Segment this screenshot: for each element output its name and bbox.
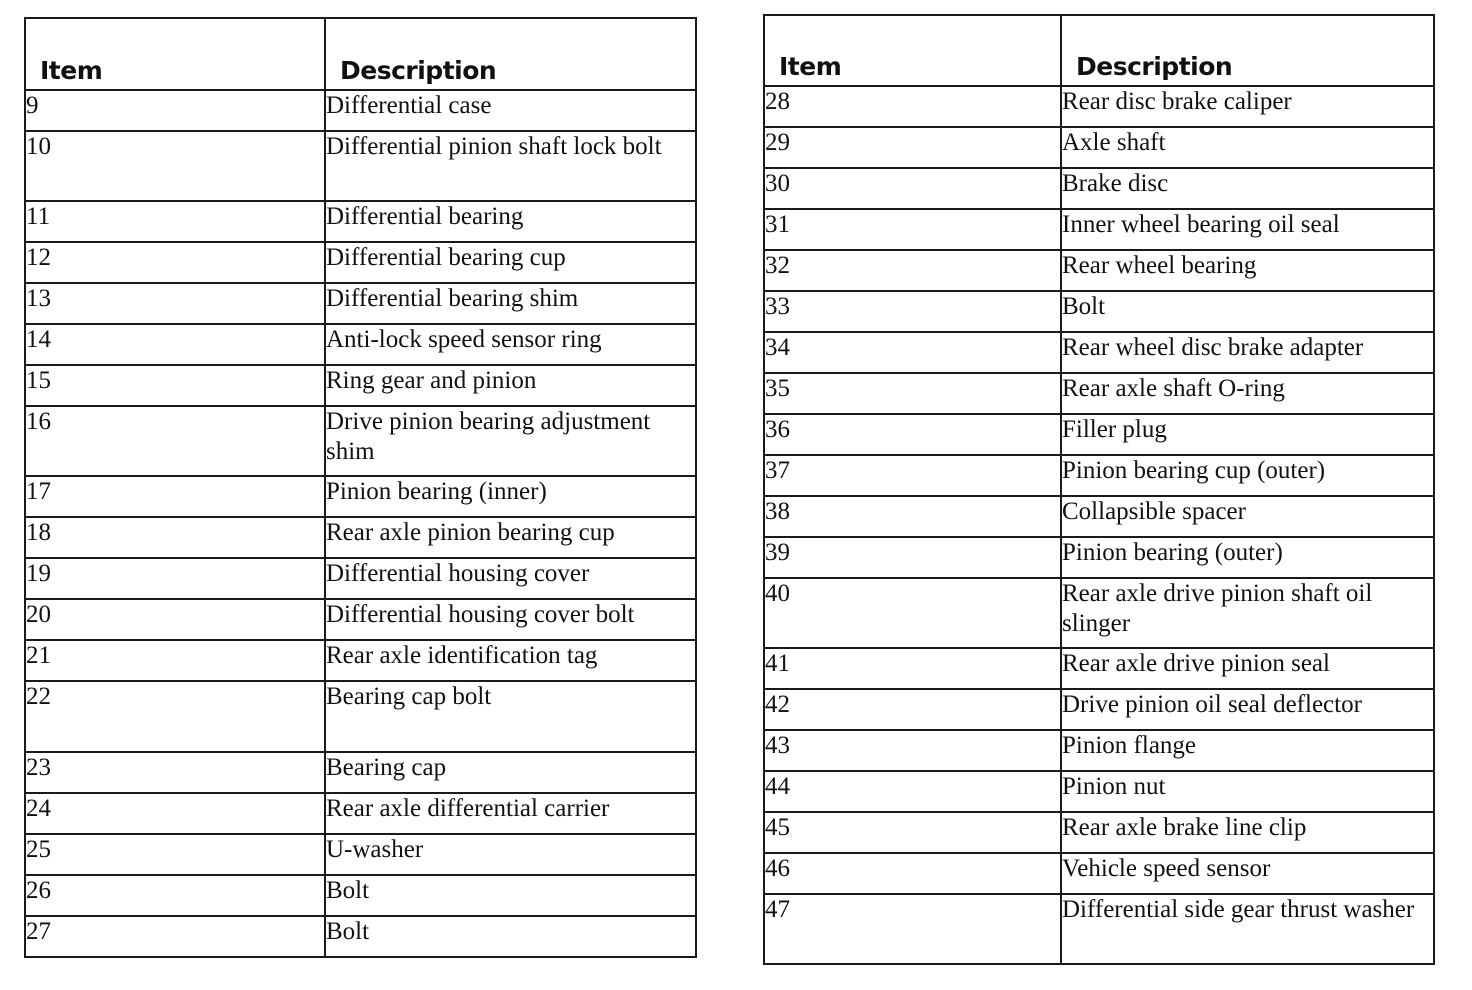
item-number-cell: 24 — [25, 793, 325, 834]
item-number-cell: 31 — [764, 209, 1061, 250]
item-number-cell: 33 — [764, 291, 1061, 332]
table-row — [764, 86, 1434, 127]
item-number-cell: 11 — [25, 201, 325, 242]
table-row — [764, 455, 1434, 496]
description-cell: Pinion bearing (inner) — [325, 476, 696, 517]
table-row — [25, 242, 696, 283]
table-row — [764, 332, 1434, 373]
item-number-cell: 18 — [25, 517, 325, 558]
item-number-cell: 25 — [25, 834, 325, 875]
description-cell: Differential case — [325, 90, 696, 131]
item-number-cell: 19 — [25, 558, 325, 599]
description-cell: Pinion bearing cup (outer) — [1061, 455, 1434, 496]
description-cell: Rear disc brake caliper — [1061, 86, 1434, 127]
description-cell: Rear axle pinion bearing cup — [325, 517, 696, 558]
table-row — [25, 834, 696, 875]
table-row — [764, 496, 1434, 537]
item-number-cell: 16 — [25, 406, 325, 476]
table-header-row — [25, 18, 696, 90]
table-row — [764, 537, 1434, 578]
description-cell: Bolt — [325, 875, 696, 916]
description-cell: Differential side gear thrust washer — [1061, 894, 1434, 964]
table-row — [25, 875, 696, 916]
table-row — [25, 406, 696, 476]
item-number-cell: 13 — [25, 283, 325, 324]
item-number-cell: 15 — [25, 365, 325, 406]
description-cell: Pinion bearing (outer) — [1061, 537, 1434, 578]
table-row — [25, 916, 696, 957]
parts-table-left — [24, 17, 697, 958]
item-number-cell: 27 — [25, 916, 325, 957]
description-cell: Differential bearing shim — [325, 283, 696, 324]
table-row — [25, 599, 696, 640]
item-number-cell: 43 — [764, 730, 1061, 771]
description-cell: Filler plug — [1061, 414, 1434, 455]
description-cell: Rear wheel bearing — [1061, 250, 1434, 291]
table-row — [25, 131, 696, 201]
description-cell: Pinion nut — [1061, 771, 1434, 812]
description-cell: Collapsible spacer — [1061, 496, 1434, 537]
description-cell: Bolt — [325, 916, 696, 957]
description-cell: Anti-lock speed sensor ring — [325, 324, 696, 365]
parts-table-right-body — [764, 86, 1434, 964]
description-cell: Inner wheel bearing oil seal — [1061, 209, 1434, 250]
table-row — [25, 517, 696, 558]
item-number-cell: 30 — [764, 168, 1061, 209]
table-row — [25, 752, 696, 793]
description-cell: Bolt — [1061, 291, 1434, 332]
description-cell: Differential bearing cup — [325, 242, 696, 283]
description-cell: Rear axle drive pinion seal — [1061, 648, 1434, 689]
table-row — [764, 578, 1434, 648]
table-row — [25, 365, 696, 406]
table-row — [25, 558, 696, 599]
table-row — [764, 250, 1434, 291]
table-row — [764, 648, 1434, 689]
item-number-cell: 23 — [25, 752, 325, 793]
table-row — [764, 894, 1434, 964]
parts-table-right — [763, 14, 1435, 965]
description-column-header: Description — [1061, 15, 1434, 86]
item-column-header: Item — [764, 15, 1061, 86]
description-cell: Drive pinion oil seal deflector — [1061, 689, 1434, 730]
item-number-cell: 36 — [764, 414, 1061, 455]
item-number-cell: 42 — [764, 689, 1061, 730]
description-cell: Rear axle drive pinion shaft oil slinger — [1061, 578, 1434, 648]
item-number-cell: 9 — [25, 90, 325, 131]
table-row — [764, 414, 1434, 455]
table-row — [25, 324, 696, 365]
item-number-cell: 40 — [764, 578, 1061, 648]
description-cell: Bearing cap bolt — [325, 681, 696, 752]
table-row — [25, 640, 696, 681]
description-cell: Rear axle differential carrier — [325, 793, 696, 834]
table-row — [764, 291, 1434, 332]
item-number-cell: 34 — [764, 332, 1061, 373]
item-number-cell: 12 — [25, 242, 325, 283]
description-cell: Pinion flange — [1061, 730, 1434, 771]
description-cell: Differential housing cover bolt — [325, 599, 696, 640]
table-row — [764, 689, 1434, 730]
item-number-cell: 20 — [25, 599, 325, 640]
table-row — [25, 681, 696, 752]
description-cell: Differential bearing — [325, 201, 696, 242]
table-header-row — [764, 15, 1434, 86]
item-number-cell: 26 — [25, 875, 325, 916]
item-column-header: Item — [25, 18, 325, 90]
table-row — [764, 209, 1434, 250]
table-row — [764, 127, 1434, 168]
table-row — [25, 476, 696, 517]
table-row — [25, 90, 696, 131]
description-cell: Brake disc — [1061, 168, 1434, 209]
description-cell: Bearing cap — [325, 752, 696, 793]
item-number-cell: 45 — [764, 812, 1061, 853]
table-row — [25, 201, 696, 242]
table-row — [25, 793, 696, 834]
item-number-cell: 32 — [764, 250, 1061, 291]
item-number-cell: 44 — [764, 771, 1061, 812]
item-number-cell: 47 — [764, 894, 1061, 964]
description-cell: Rear wheel disc brake adapter — [1061, 332, 1434, 373]
table-row — [764, 730, 1434, 771]
item-number-cell: 22 — [25, 681, 325, 752]
item-number-cell: 38 — [764, 496, 1061, 537]
description-cell: Rear axle shaft O-ring — [1061, 373, 1434, 414]
item-number-cell: 17 — [25, 476, 325, 517]
item-number-cell: 10 — [25, 131, 325, 201]
description-cell: Ring gear and pinion — [325, 365, 696, 406]
item-number-cell: 28 — [764, 86, 1061, 127]
table-row — [764, 853, 1434, 894]
table-row — [764, 771, 1434, 812]
description-cell: Differential housing cover — [325, 558, 696, 599]
item-number-cell: 41 — [764, 648, 1061, 689]
description-cell: Differential pinion shaft lock bolt — [325, 131, 696, 201]
item-number-cell: 46 — [764, 853, 1061, 894]
item-number-cell: 21 — [25, 640, 325, 681]
item-number-cell: 35 — [764, 373, 1061, 414]
description-cell: Rear axle identification tag — [325, 640, 696, 681]
description-cell: Axle shaft — [1061, 127, 1434, 168]
description-cell: Rear axle brake line clip — [1061, 812, 1434, 853]
parts-table-left-body — [25, 90, 696, 957]
item-number-cell: 29 — [764, 127, 1061, 168]
item-number-cell: 37 — [764, 455, 1061, 496]
description-cell: U-washer — [325, 834, 696, 875]
table-row — [25, 283, 696, 324]
description-cell: Drive pinion bearing adjustment shim — [325, 406, 696, 476]
table-row — [764, 168, 1434, 209]
table-row — [764, 373, 1434, 414]
item-number-cell: 14 — [25, 324, 325, 365]
item-number-cell: 39 — [764, 537, 1061, 578]
description-column-header: Description — [325, 18, 696, 90]
table-row — [764, 812, 1434, 853]
description-cell: Vehicle speed sensor — [1061, 853, 1434, 894]
